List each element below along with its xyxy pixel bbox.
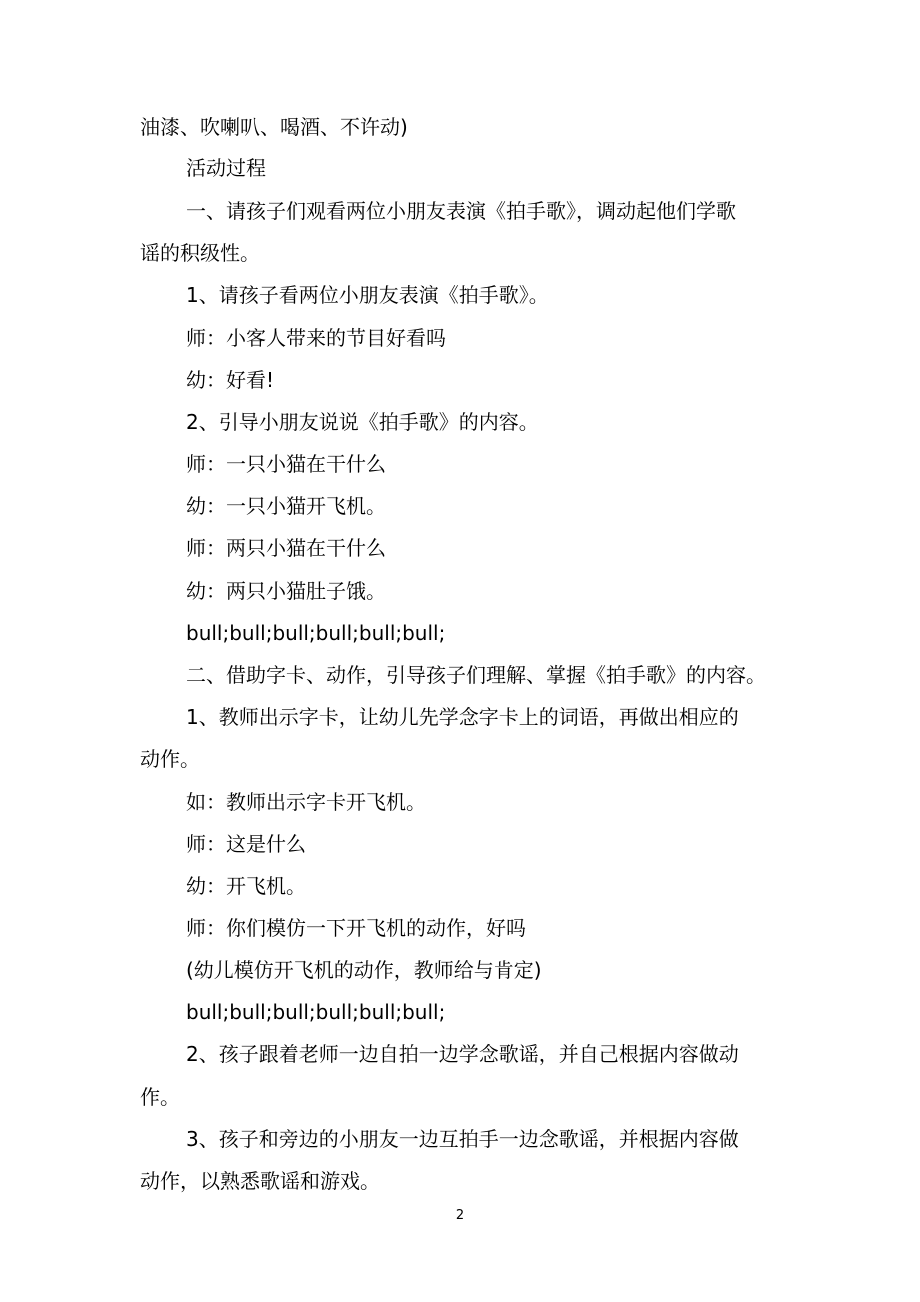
text-line: 油漆、吹喇叭、喝酒、不许动) bbox=[140, 115, 408, 139]
text-line: 师：一只小猫在干什么 bbox=[186, 452, 386, 476]
text-line: 作。 bbox=[140, 1085, 180, 1109]
page-number: 2 bbox=[455, 1208, 465, 1223]
text-line: bull;bull;bull;bull;bull;bull; bbox=[186, 621, 446, 645]
text-line: 1、请孩子看两位小朋友表演《拍手歌》。 bbox=[186, 283, 549, 307]
text-line: 2、孩子跟着老师一边自拍一边学念歌谣，并自己根据内容做动 bbox=[186, 1042, 739, 1066]
text-line: 一、请孩子们观看两位小朋友表演《拍手歌》，调动起他们学歌 bbox=[186, 199, 736, 223]
text-line: 如：教师出示字卡开飞机。 bbox=[186, 790, 426, 814]
text-line: 幼：开飞机。 bbox=[186, 874, 306, 898]
section-heading: 活动过程 bbox=[186, 156, 266, 180]
text-line: 动作，以熟悉歌谣和游戏。 bbox=[140, 1169, 380, 1193]
text-line: 师：小客人带来的节目好看吗 bbox=[186, 326, 446, 350]
text-line: 师：两只小猫在干什么 bbox=[186, 536, 386, 560]
text-line: bull;bull;bull;bull;bull;bull; bbox=[186, 1000, 446, 1024]
text-line: 师：你们模仿一下开飞机的动作，好吗 bbox=[186, 916, 526, 940]
text-line: 1、教师出示字卡，让幼儿先学念字卡上的词语，再做出相应的 bbox=[186, 705, 739, 729]
text-line: 师：这是什么 bbox=[186, 832, 306, 856]
text-line: (幼儿模仿开飞机的动作，教师给与肯定) bbox=[186, 958, 542, 982]
text-line: 幼：好看! bbox=[186, 368, 275, 392]
text-line: 谣的积级性。 bbox=[140, 241, 260, 265]
text-line: 幼：两只小猫肚子饿。 bbox=[186, 579, 386, 603]
text-line: 3、孩子和旁边的小朋友一边互拍手一边念歌谣，并根据内容做 bbox=[186, 1127, 739, 1151]
text-line: 幼：一只小猫开飞机。 bbox=[186, 494, 386, 518]
text-line: 动作。 bbox=[140, 747, 200, 771]
text-line: 2、引导小朋友说说《拍手歌》的内容。 bbox=[186, 410, 539, 434]
text-line: 二、借助字卡、动作，引导孩子们理解、掌握《拍手歌》的内容。 bbox=[186, 663, 766, 687]
